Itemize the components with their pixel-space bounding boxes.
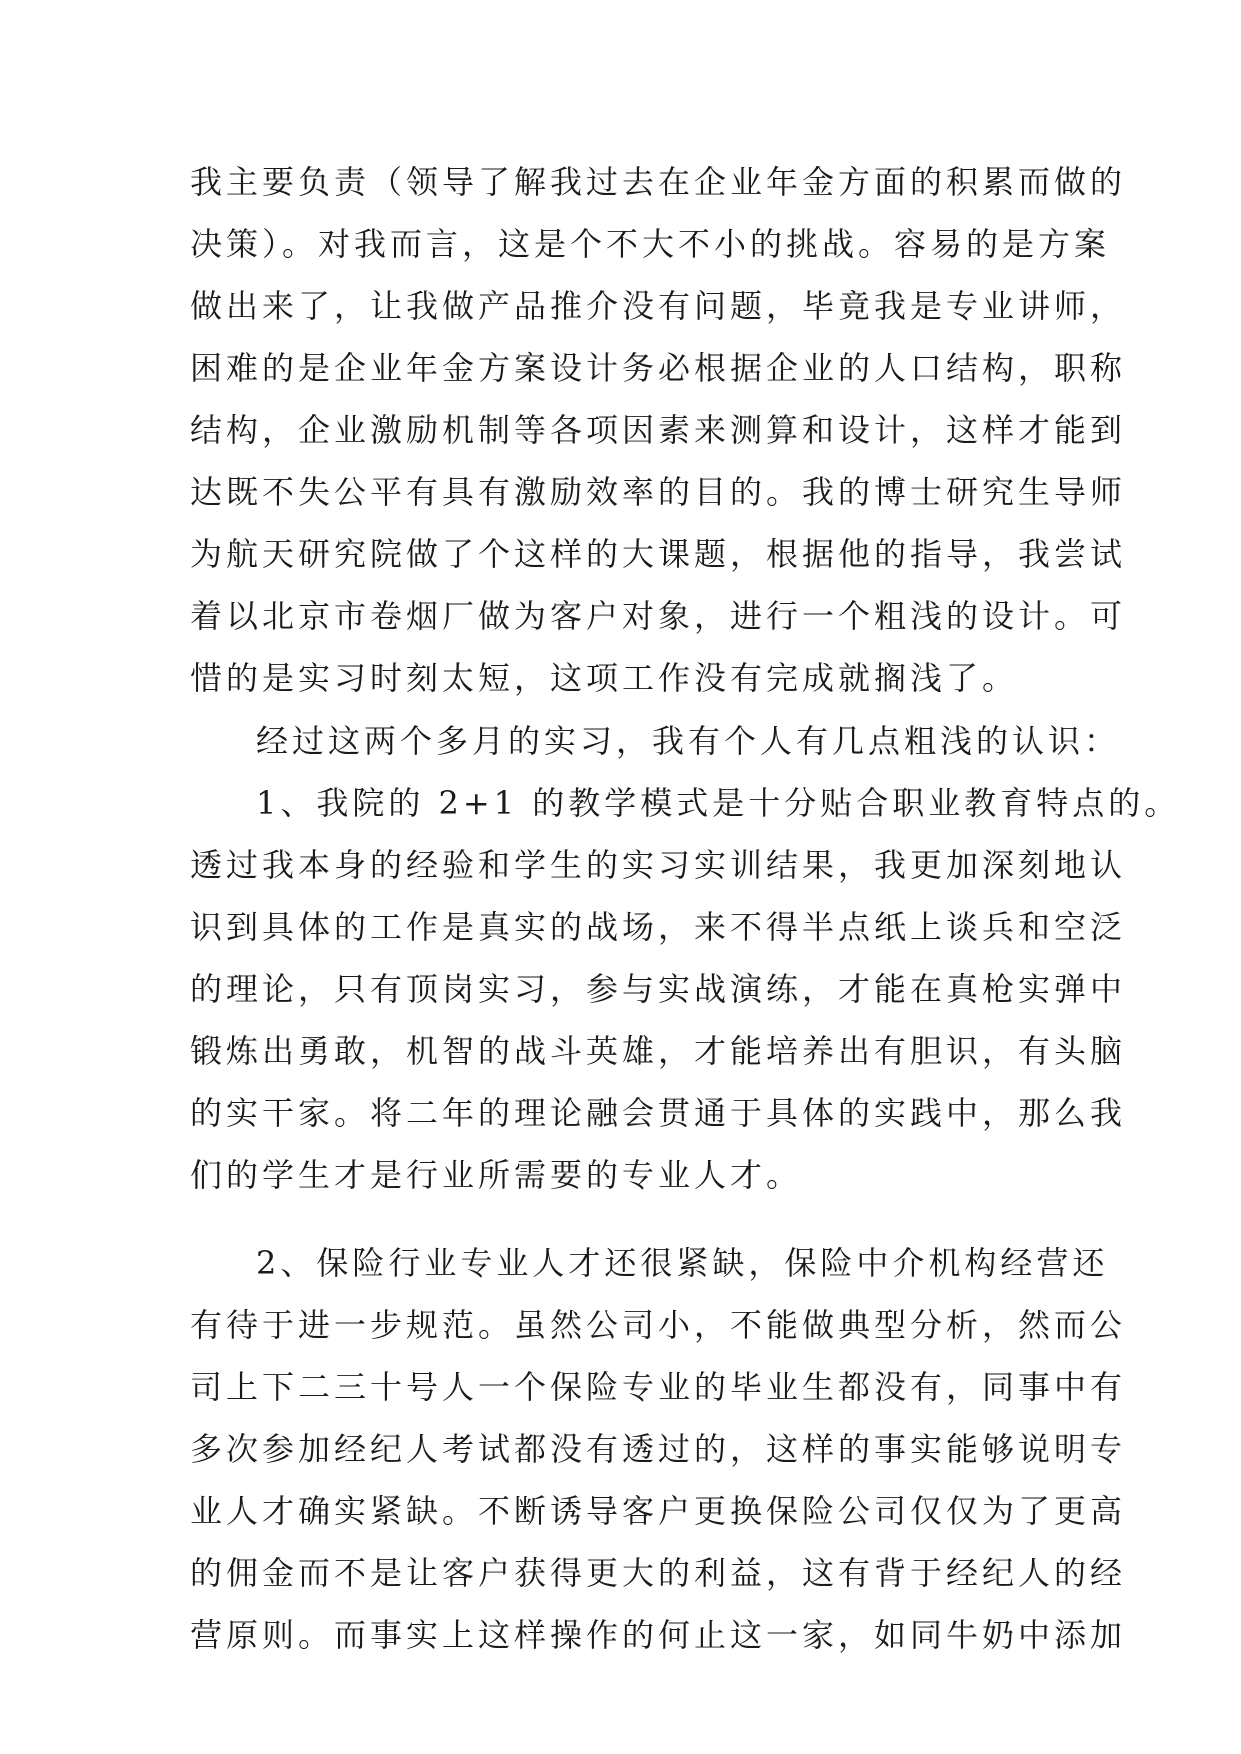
paragraph-3-line-2: 透过我本身的经验和学生的实习实训结果，我更加深刻地认 (190, 846, 1127, 884)
paragraph-3-line-3: 识到具体的工作是真实的战场，来不得半点纸上谈兵和空泛 (190, 908, 1127, 946)
paragraph-4-line-2: 有待于进一步规范。虽然公司小，不能做典型分析，然而公 (190, 1306, 1127, 1344)
paragraph-4-line-5: 业人才确实紧缺。不断诱导客户更换保险公司仅仅为了更高 (190, 1492, 1127, 1530)
paragraph-1-line-5: 结构，企业激励机制等各项因素来测算和设计，这样才能到 (190, 411, 1127, 449)
paragraph-1-line-9: 惜的是实习时刻太短，这项工作没有完成就搁浅了。 (190, 659, 1019, 697)
paragraph-4-line-7: 营原则。而事实上这样操作的何止这一家，如同牛奶中添加 (190, 1616, 1127, 1654)
paragraph-2-line-1: 经过这两个多月的实习，我有个人有几点粗浅的认识： (256, 722, 1121, 760)
paragraph-1-line-7: 为航天研究院做了个这样的大课题，根据他的指导，我尝试 (190, 535, 1127, 573)
paragraph-3-line-6: 的实干家。将二年的理论融会贯通于具体的实践中，那么我 (190, 1094, 1127, 1132)
paragraph-1-line-6: 达既不失公平有具有激励效率的目的。我的博士研究生导师 (190, 473, 1127, 511)
paragraph-4-line-6: 的佣金而不是让客户获得更大的利益，这有背于经纪人的经 (190, 1554, 1127, 1592)
paragraph-1-line-4: 困难的是企业年金方案设计务必根据企业的人口结构，职称 (190, 349, 1127, 387)
paragraph-3-line-5: 锻炼出勇敢，机智的战斗英雄，才能培养出有胆识，有头脑 (190, 1032, 1127, 1070)
paragraph-3-line-4: 的理论，只有顶岗实习，参与实战演练，才能在真枪实弹中 (190, 970, 1127, 1008)
paragraph-3-line-1: 1、我院的 2+1 的教学模式是十分贴合职业教育特点的。 (256, 784, 1181, 822)
paragraph-4-line-3: 司上下二三十号人一个保险专业的毕业生都没有，同事中有 (190, 1368, 1127, 1406)
paragraph-1-line-8: 着以北京市卷烟厂做为客户对象，进行一个粗浅的设计。可 (190, 597, 1127, 635)
paragraph-3-line-7: 们的学生才是行业所需要的专业人才。 (190, 1156, 803, 1194)
paragraph-1-line-1: 我主要负责（领导了解我过去在企业年金方面的积累而做的 (190, 163, 1127, 201)
paragraph-1-line-3: 做出来了，让我做产品推介没有问题，毕竟我是专业讲师， (190, 287, 1127, 325)
paragraph-4-line-4: 多次参加经纪人考试都没有透过的，这样的事实能够说明专 (190, 1430, 1127, 1468)
paragraph-4-line-1: 2、保险行业专业人才还很紧缺，保险中介机构经营还 (256, 1244, 1109, 1282)
paragraph-1-line-2: 决策）。对我而言，这是个不大不小的挑战。容易的是方案 (190, 225, 1111, 263)
